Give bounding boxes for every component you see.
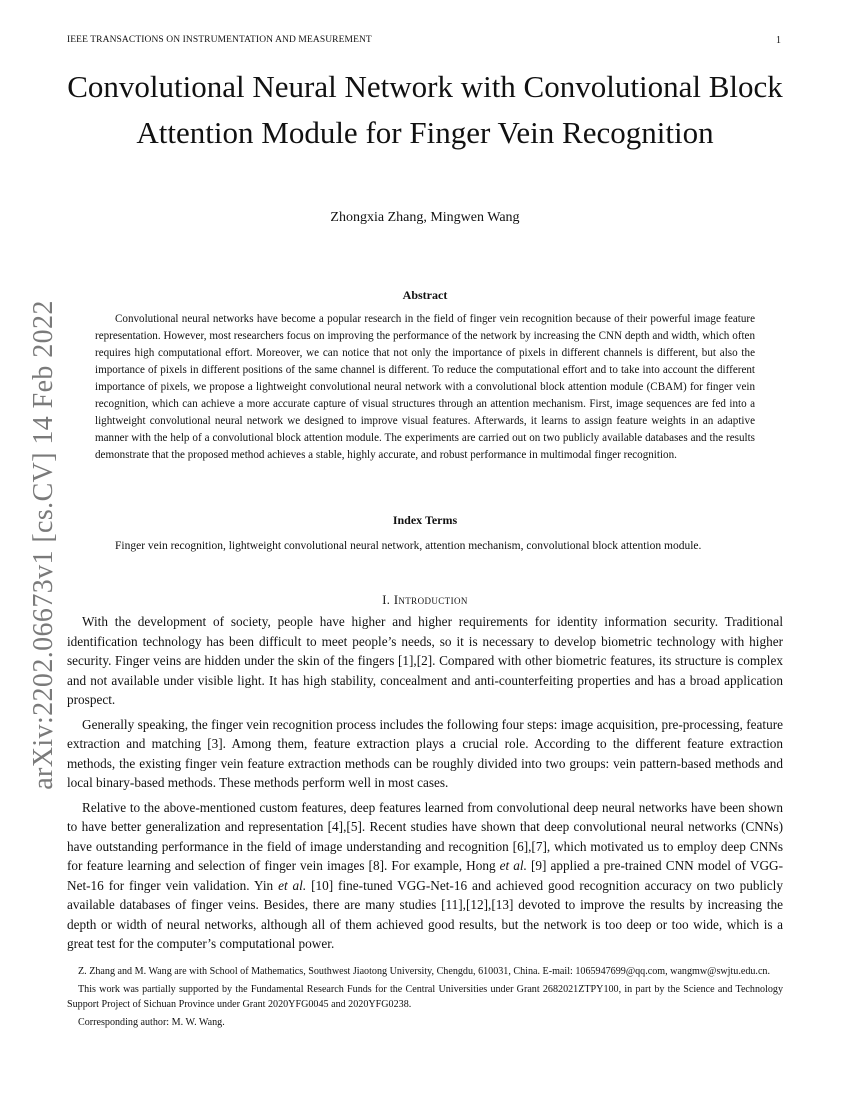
intro-paragraph-3 (67, 798, 783, 954)
paper-authors: Zhongxia Zhang, Mingwen Wang (330, 210, 520, 225)
abstract-heading: Abstract (402, 288, 448, 302)
paper-title: Convolutional Neural Network with Convolutional Block Attention Module for Finger Vein Recognition (67, 69, 783, 150)
abstract-text: Convolutional neural networks have become a popular research in the field of finger vein recognition because of their powerful image feature representation. However, most researchers focus on improving the performance of the network by increasing the CNN depth and width, which often requires high computational effort. Moreover, we can notice that not only the importance of pixels in different channels is different, but also the importance of pixels in different positions of the same channel is different. To reduce the computational effort and to take into account the different importance of pixels, we propose a lightweight convolutional neural network with a convolutional block attention module (CBAM) for finger vein recognition, which can achieve a more accurate capture of visual structures through an attention mechanism. First, image sequences are fed into a lightweight convolutional neural network we designed to improve visual features. Afterwards, it learns to assign feature weights in an adaptive manner with the help of a convolutional block attention module. The experiments are carried out on two publicly available databases and the results demonstrate that the proposed method achieves a stable, highly accurate, and robust performance in multimodal finger recognition. (95, 313, 755, 461)
footnote-funding: This work was partially supported by the Fundamental Research Funds for the Central Universities under Grant 2682021ZTPY100, in part by the Science and Technology Support Project of Sichuan Province under Grant 2020YFG0045 and 2020YFG0238. (67, 983, 783, 1010)
introduction-body (67, 612, 783, 959)
footnote-rule (67, 960, 783, 962)
introduction-heading: I. Introduction (382, 593, 468, 607)
footnotes (67, 964, 783, 1032)
footnote-affiliation: Z. Zhang and M. Wang are with School of Mathematics, Southwest Jiaotong University, Chengdu, 610031, China. E-mail: 1065947699@qq.com, wangmw@swjtu.edu.cn. (78, 966, 771, 977)
et-al-yin: et al. (278, 877, 307, 893)
intro-p3-part-c: [10] fine-tuned VGG-Net-16 and achieved good recognition accuracy on two publicly available databases of finger veins. Besides, there are many studies [11],[12],[13] devoted to improve the results by increasing the depth or width of neural networks, although all of them achieved good results, but the network is too deep or too wide, which is a great test for the computer’s computational power. (67, 877, 783, 951)
page-number: 1 (776, 35, 781, 46)
footnote-corresponding: Corresponding author: M. W. Wang. (78, 1016, 225, 1028)
intro-paragraph-2: Generally speaking, the finger vein recognition process includes the following four steps: image acquisition, pre-processing, feature extraction and matching [3]. Among them, feature extraction plays a crucial role. According to the different feature extraction methods, the existing finger vein feature extraction methods can be roughly divided into two groups: vein pattern-based methods and local binary-based methods. These methods perform well in most cases. (67, 716, 783, 790)
intro-paragraph-1: With the development of society, people have higher and higher requirements for identity information security. Traditional identification technology has been difficult to meet people’s needs, so it is necessary to develop biometric technology with higher security. Finger veins are hidden under the skin of the fingers [1],[2]. Compared with other biometric features, its structure is complex and not available under visible light. It has high stability, concealment and anti-counterfeiting properties and has a broad application prospect. (67, 614, 783, 707)
index-terms-heading: Index Terms (392, 513, 458, 527)
intro-p3-part-b: [9] applied a pre-trained CNN model of VGG-Net-16 for finger vein validation. Yin (67, 858, 783, 893)
journal-header: IEEE TRANSACTIONS ON INSTRUMENTATION AND MEASUREMENT (67, 35, 372, 45)
arxiv-stamp: arXiv:2202.06673v1 [cs.CV] 14 Feb 2022 (28, 300, 59, 790)
index-terms-text: Finger vein recognition, lightweight convolutional neural network, attention mechanism, convolutional block attention module. (115, 540, 702, 552)
et-al-hong: et al. (499, 858, 527, 873)
intro-p3-part-a: Relative to the above-mentioned custom features, deep features learned from convolutional deep neural networks have been shown to have better generalization and representation [4],[5]. Recent studies have shown that deep convolutional neural networks (CNNs) have outstanding performance in the field of image understanding and recognition [6],[7], which motivated us to employ deep CNNs for feature learning and selection of finger vein images [8]. For example, Hong (67, 799, 783, 873)
